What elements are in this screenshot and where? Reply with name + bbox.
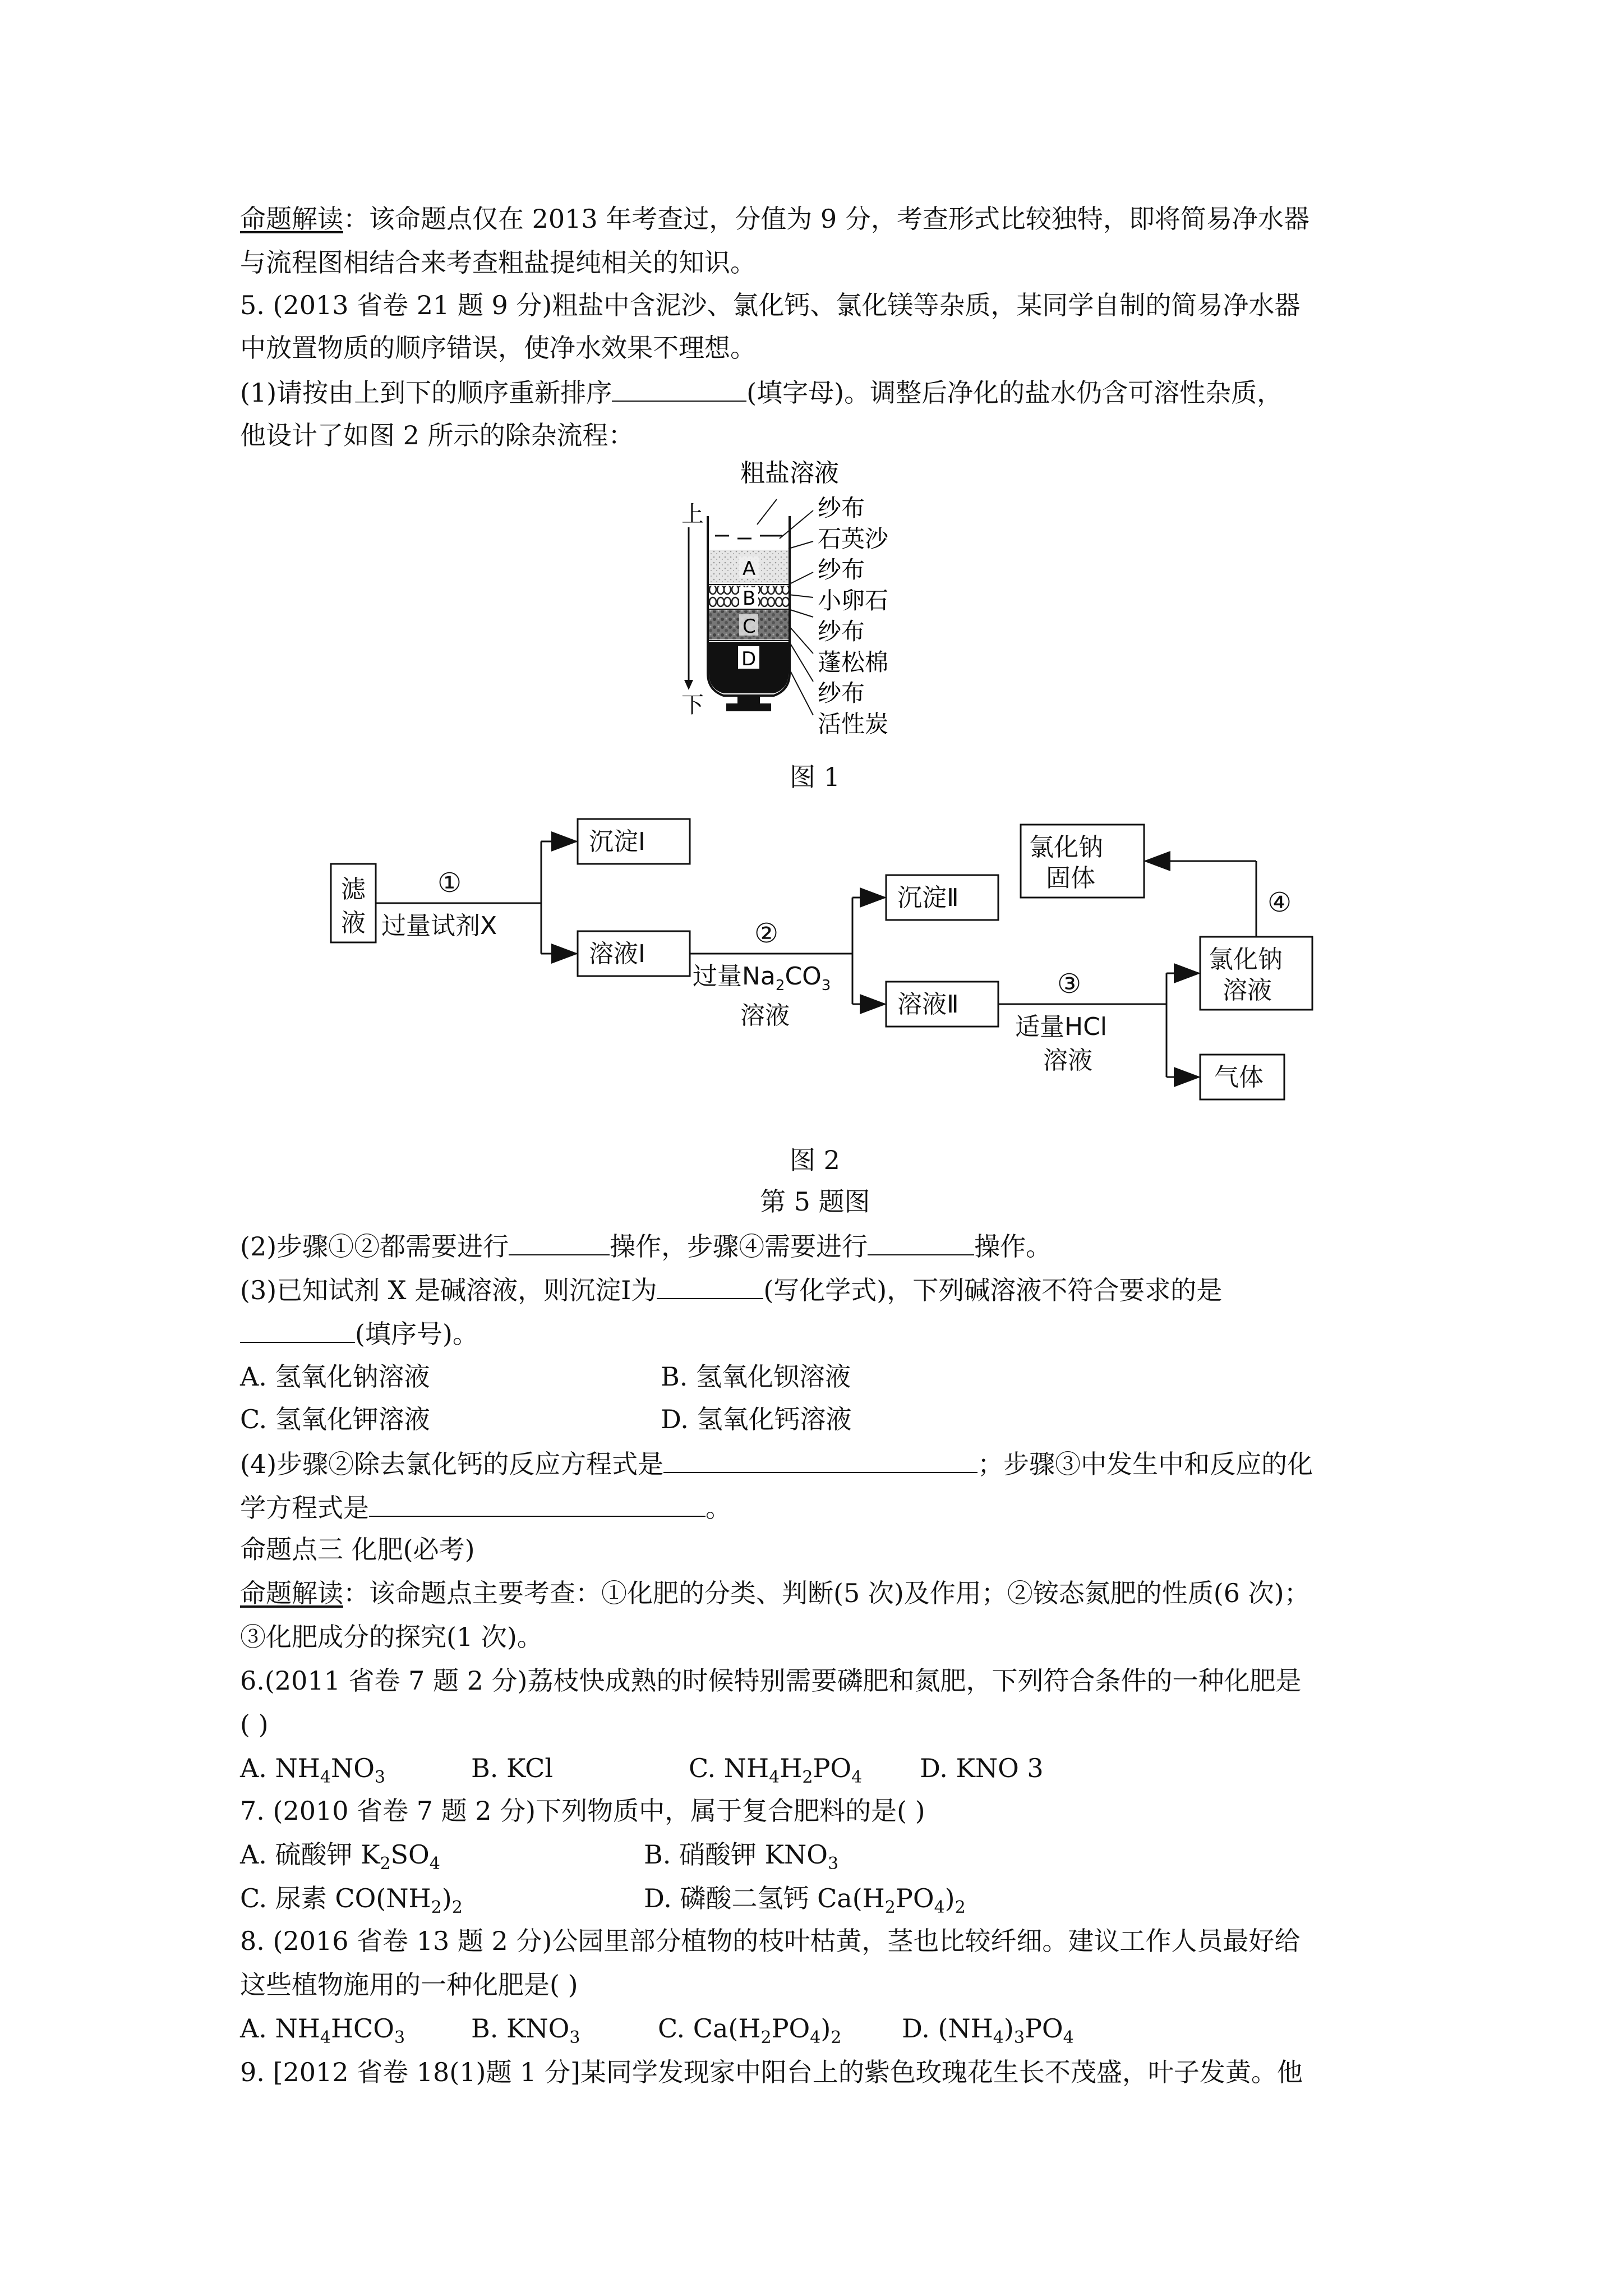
fig2-hcl: 适量HCl <box>1015 1013 1108 1041</box>
fig1-label-gauze-1: 纱布 <box>818 494 865 522</box>
q6-option-d: D. KNO 3 <box>920 1753 1044 1783</box>
figure-group-caption: 第 5 题图 <box>760 1186 870 1217</box>
fig1-letter-b: B <box>743 587 756 610</box>
fig1-label-pebbles: 小卵石 <box>818 587 889 614</box>
fig2-solution-1: 溶液Ⅰ <box>589 940 645 968</box>
fig2-reagent-x: 过量试剂X <box>381 912 497 940</box>
q7-option-d: D. 磷酸二氢钙 $Ca(H_2PO_4)_2$ <box>644 1883 966 1917</box>
q5-option-d: D. 氢氧化钙溶液 <box>661 1404 852 1434</box>
fig1-letter-a: A <box>743 558 756 580</box>
answer-blank <box>240 1316 355 1343</box>
fig2-nacl-solution-1: 氯化钠 <box>1209 945 1283 974</box>
q5-stem-line-1: 5. (2013 省卷 21 题 9 分)粗盐中含泥沙、氯化钙、氯化镁等杂质，某同学自制的简易净水器 <box>240 290 1301 320</box>
fig2-solution-2: 溶液Ⅱ <box>897 990 959 1019</box>
answer-blank <box>369 1490 706 1517</box>
fig2-gas: 气体 <box>1214 1063 1264 1092</box>
q5-part2: (2)步骤①②都需要进行 操作，步骤④需要进行 操作。 <box>240 1228 1052 1263</box>
fig2-nacl-solution-2: 溶液 <box>1223 976 1272 1005</box>
answer-blank <box>663 1446 978 1473</box>
fig2-step-2: ② <box>754 918 779 949</box>
fig1-label-gauze-3: 纱布 <box>818 618 865 645</box>
fig2-nacl-solid-2: 固体 <box>1046 864 1095 892</box>
q8-option-c: C. $Ca(H_2PO_4)_2$ <box>658 2013 842 2047</box>
fig2-filtrate-2: 液 <box>341 909 366 937</box>
fig1-down-label: 下 <box>681 692 704 718</box>
q7-option-a: A. 硫酸钾 $K_2SO_4$ <box>240 1839 440 1874</box>
fig1-letter-d: D <box>741 648 757 670</box>
figure-2-flowchart <box>320 808 1352 1122</box>
q5-stem-line-2: 中放置物质的顺序错误，使净水效果不理想。 <box>240 333 756 363</box>
q8-option-d: D. $(NH_4)_3PO_4$ <box>902 2013 1074 2047</box>
q8-option-a: A. $NH_4HCO_3$ <box>240 2013 405 2047</box>
fig1-arrow-down-icon <box>684 680 693 690</box>
fig2-nacl-solid-1: 氯化钠 <box>1029 833 1103 862</box>
answer-blank <box>657 1272 763 1299</box>
fig1-label-gauze-2: 纱布 <box>818 556 865 583</box>
q7-option-b: B. 硝酸钾 $KNO_3$ <box>644 1839 839 1874</box>
q5-part4-line-2: 学方程式是 。 <box>240 1490 731 1525</box>
section-3-intro-line-2: ③化肥成分的探究(1 次)。 <box>240 1622 543 1652</box>
answer-blank <box>612 375 746 402</box>
fig2-step-1: ① <box>437 867 462 899</box>
q7-stem: 7. (2010 省卷 7 题 2 分)下列物质中，属于复合肥料的是( ) <box>240 1796 925 1826</box>
fig1-label-gauze-4: 纱布 <box>818 679 865 707</box>
q5-option-c: C. 氢氧化钾溶液 <box>240 1404 430 1434</box>
fig1-up-label: 上 <box>681 501 704 527</box>
q5-option-a: A. 氢氧化钠溶液 <box>240 1361 430 1392</box>
fig2-precipitate-1: 沉淀Ⅰ <box>589 827 645 856</box>
fig2-hcl-solution: 溶液 <box>1043 1046 1092 1075</box>
answer-blank <box>868 1228 974 1255</box>
fig1-label-activated-carbon: 活性炭 <box>818 710 889 738</box>
fig2-precipitate-2: 沉淀Ⅱ <box>897 884 959 912</box>
q6-option-c: C. $NH_4H_2PO_4$ <box>689 1753 863 1787</box>
fig1-letter-c: C <box>743 615 756 638</box>
fig2-step-3: ③ <box>1057 968 1082 1000</box>
fig2-filtrate-1: 滤 <box>341 875 366 904</box>
q6-stem-line-1: 6.(2011 省卷 7 题 2 分)荔枝快成熟的时候特别需要磷肥和氮肥，下列符合条件的一种化肥是 <box>240 1665 1302 1696</box>
q6-option-a: A. $NH_4NO_3$ <box>240 1753 385 1787</box>
figure-2-caption: 图 2 <box>790 1145 840 1175</box>
intro-label: 命题解读 <box>240 204 343 234</box>
q8-stem-line-2: 这些植物施用的一种化肥是( ) <box>240 1970 578 2000</box>
q8-stem-line-1: 8. (2016 省卷 13 题 2 分)公园里部分植物的枝叶枯黄，茎也比较纤细。建议工作人员最好给 <box>240 1926 1301 1956</box>
fig2-na2co3-solution: 溶液 <box>740 1001 790 1030</box>
q5-option-b: B. 氢氧化钡溶液 <box>661 1361 851 1392</box>
q6-option-b: B. KCl <box>471 1753 554 1783</box>
q6-stem-line-2: ( ) <box>240 1709 269 1740</box>
fig1-top-label: 粗盐溶液 <box>740 460 839 487</box>
fig2-na2co3: 过量$Na_2CO_3$ <box>693 962 831 994</box>
q9-stem-line-1: 9. [2012 省卷 18(1)题 1 分]某同学发现家中阳台上的紫色玫瑰花生长不茂盛，叶子发黄。他 <box>240 2057 1303 2087</box>
q5-options-row-1 <box>240 1360 851 1393</box>
intro-line-1: 命题解读：该命题点仅在 2013 年考查过，分值为 9 分，考查形式比较独特，即将简易净水器 <box>240 204 1310 234</box>
fig2-step-4: ④ <box>1267 887 1292 918</box>
figure-1-water-purifier <box>673 460 987 740</box>
intro-line-2: 与流程图相结合来考查粗盐提纯相关的知识。 <box>240 247 756 278</box>
figure-1-caption: 图 1 <box>790 762 840 792</box>
section-3-title: 命题点三 化肥(必考) <box>240 1534 475 1565</box>
q5-part3-line-1: (3)已知试剂 X 是碱溶液，则沉淀Ⅰ为 (写化学式)，下列碱溶液不符合要求的是 <box>240 1272 1222 1307</box>
answer-blank <box>509 1228 610 1255</box>
fig1-label-cotton: 蓬松棉 <box>818 648 889 676</box>
q5-part1-line-1: (1)请按由上到下的顺序重新排序 (填字母)。调整后净化的盐水仍含可溶性杂质， <box>240 375 1283 409</box>
fig1-label-quartz-sand: 石英沙 <box>818 525 889 553</box>
q7-option-c: C. 尿素 $CO(NH_2)_2$ <box>240 1883 463 1917</box>
q5-part3-line-2: (填序号)。 <box>240 1316 478 1351</box>
section-3-intro-line-1: 命题解读：该命题点主要考查：①化肥的分类、判断(5 次)及作用；②铵态氮肥的性质(6 次)； <box>240 1578 1310 1608</box>
q5-part1-line-2: 他设计了如图 2 所示的除杂流程： <box>240 420 634 450</box>
q5-part4-line-1: (4)步骤②除去氯化钙的反应方程式是 ；步骤③中发生中和反应的化 <box>240 1446 1313 1481</box>
q5-options-row-2 <box>240 1402 852 1436</box>
q8-option-b: B. $KNO_3$ <box>471 2013 580 2047</box>
